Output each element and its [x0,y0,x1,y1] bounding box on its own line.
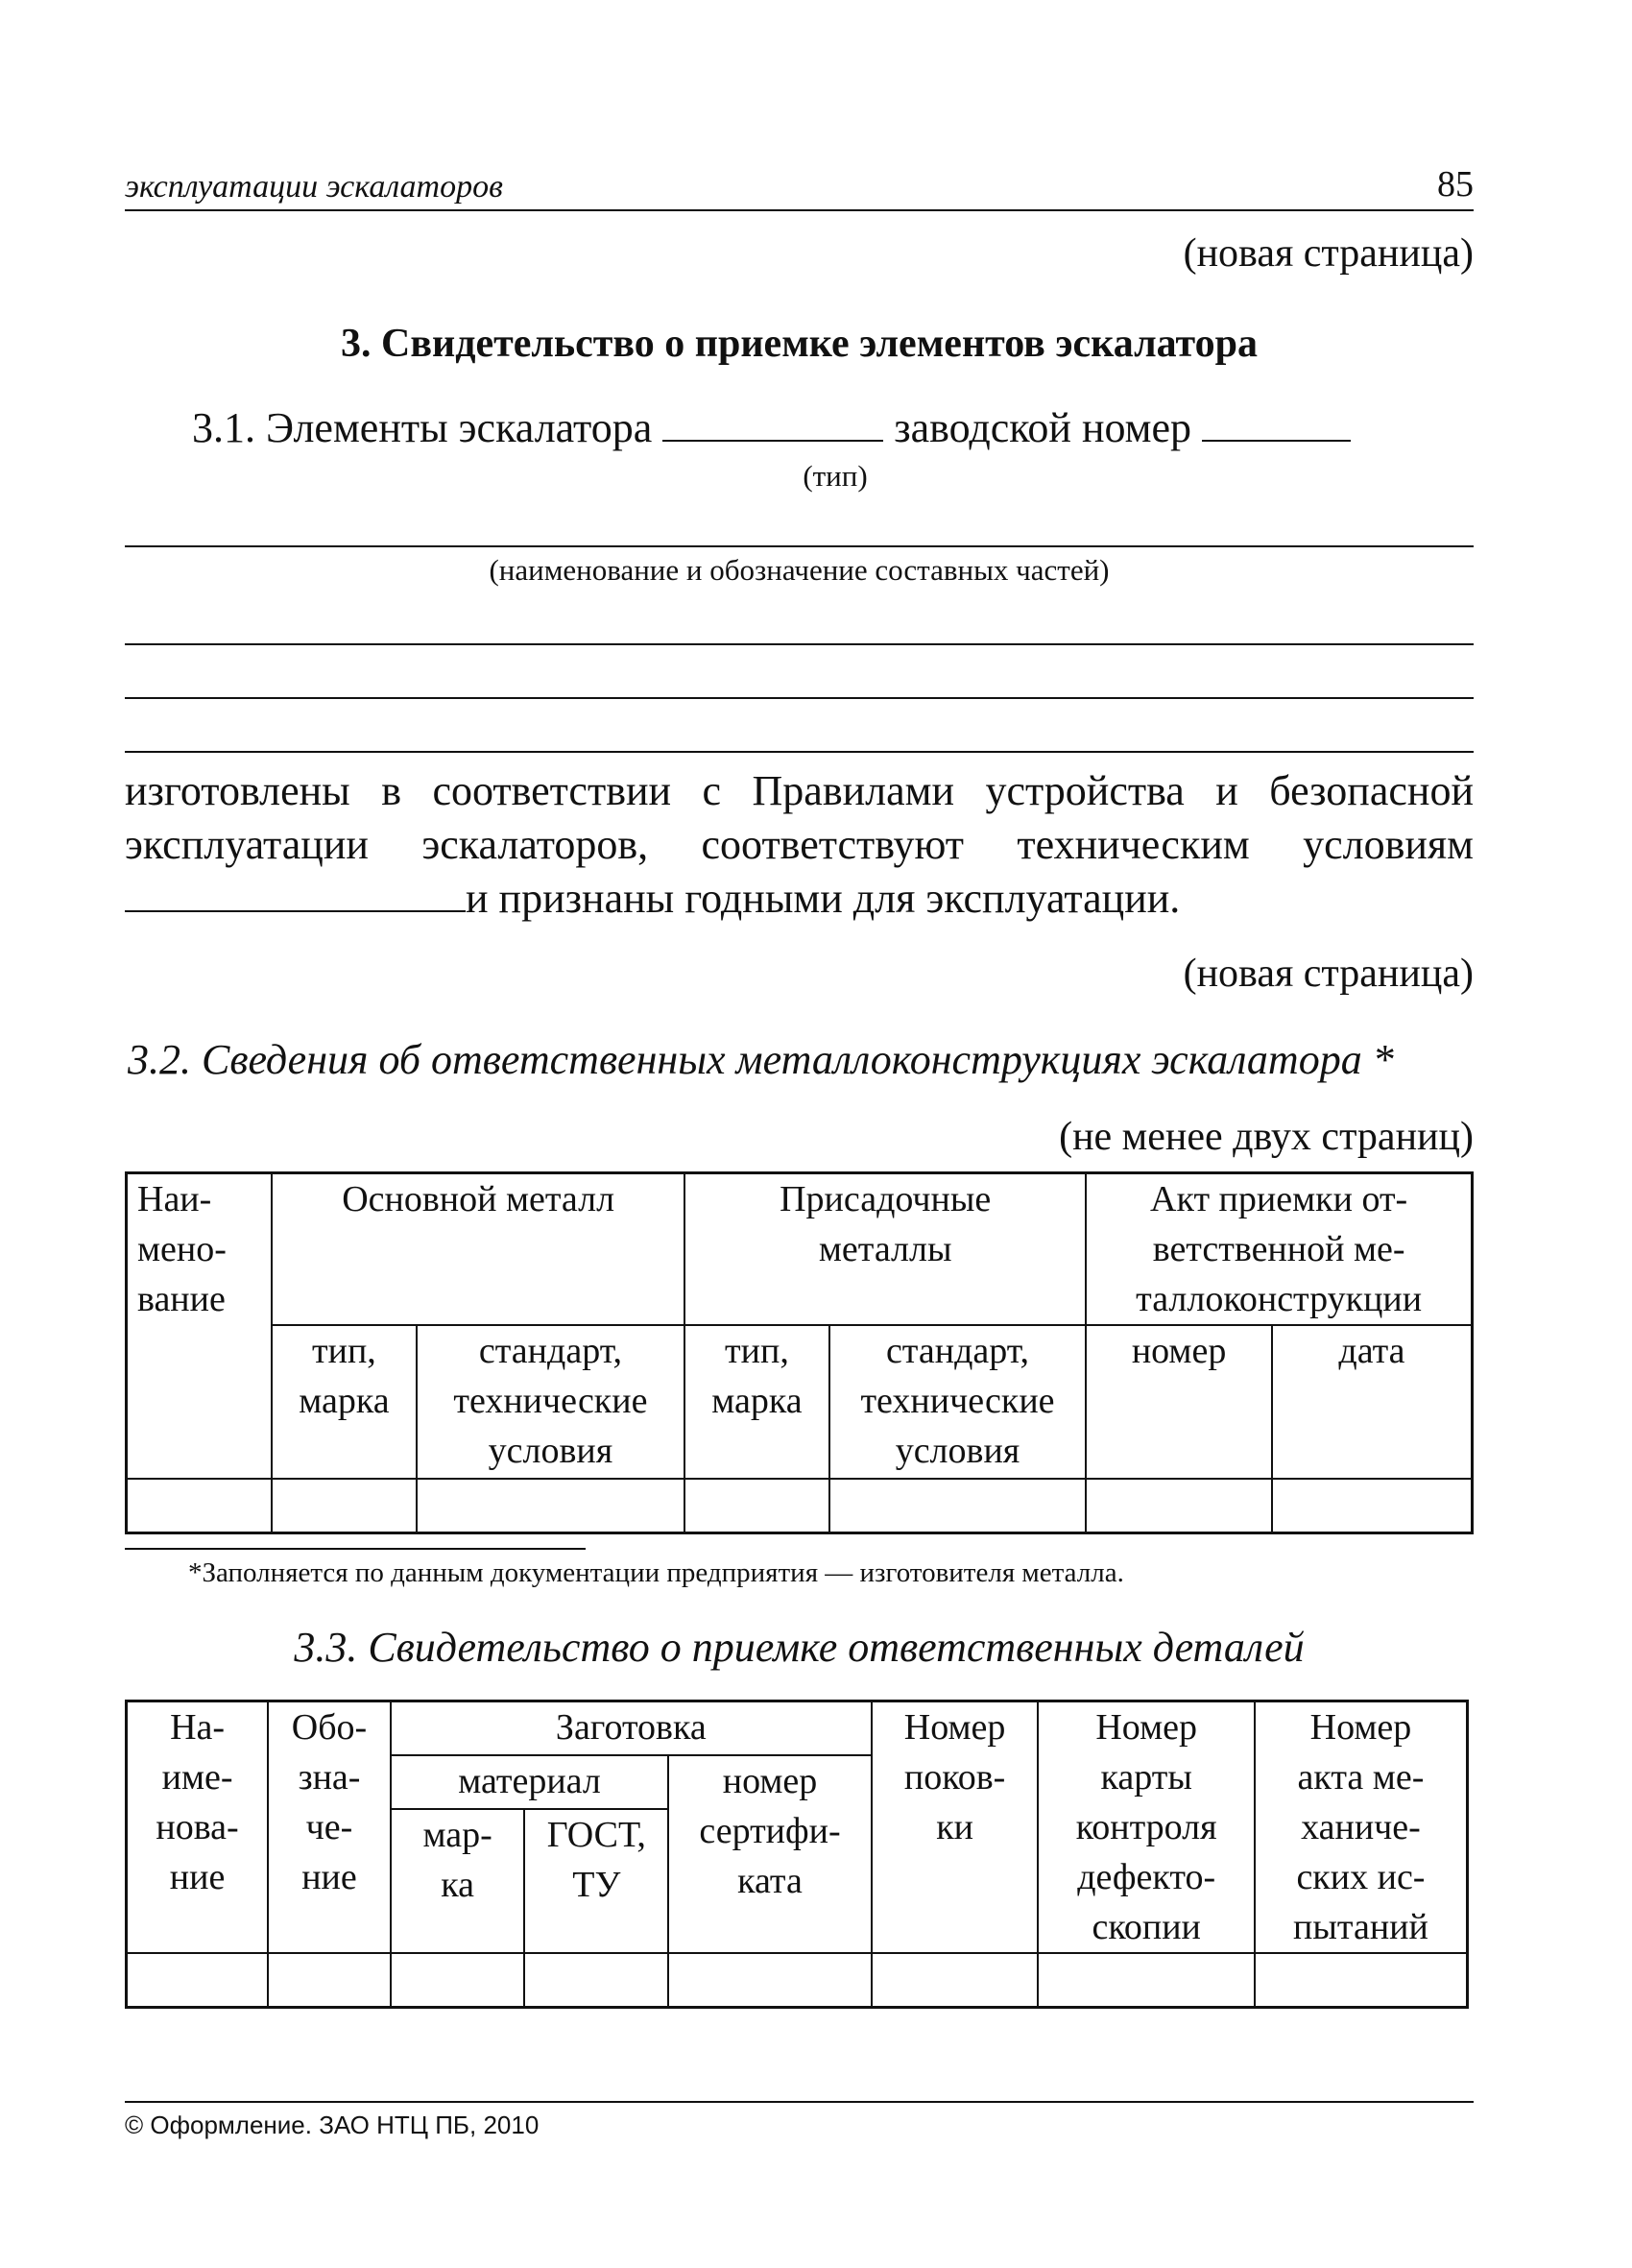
footnote: *Заполняется по данным документации предприятия — изготовителя металла. [188,1557,1124,1588]
tech-conditions-blank[interactable] [125,910,466,912]
empty-cell[interactable] [1255,1953,1468,2007]
empty-cell[interactable] [829,1479,1087,1532]
sub-filler-standard: стандарт, технические условия [829,1325,1087,1479]
empty-cell[interactable] [272,1479,417,1532]
line-3-1-start: 3.1. Элементы эскалатора [192,404,653,451]
sub-base-standard: стандарт, технические условия [417,1325,684,1479]
header-forging-number: Номер поков- ки [872,1701,1039,1954]
type-caption: (тип) [803,459,868,493]
table-row [127,1479,1473,1532]
header-name: На- име- нова- ние [127,1701,269,1954]
header-base-metal: Основной металл [272,1173,684,1326]
section-3-3-title: 3.3. Свидетельство о приемке ответственных деталей [294,1624,1305,1671]
footer-rule [125,2101,1474,2103]
paragraph-line-1: изготовлены в соответствии с Правилами устройства и безопасной [125,767,1474,814]
empty-cell[interactable] [127,1953,269,2007]
empty-cell[interactable] [524,1953,668,2007]
header-designation: Обо- зна- че- ние [268,1701,391,1954]
sub-certificate-number: номер сертифи- ката [668,1755,872,1954]
sub-act-number: номер [1086,1325,1272,1479]
section-3-title: 3. Свидетельство о приемке элементов эскалатора [340,322,1258,366]
sub-act-date: дата [1272,1325,1473,1479]
empty-cell[interactable] [127,1479,273,1532]
header-blank-workpiece: Заготовка [391,1701,872,1755]
sub-gost: ГОСТ, ТУ [524,1809,668,1953]
header-name: Наи- мено- вание [127,1173,273,1480]
empty-cell[interactable] [1272,1479,1473,1532]
serial-number-blank[interactable] [1202,440,1351,442]
parts-acceptance-table [125,1700,1469,2009]
running-title: эксплуатации эскалаторов [125,169,503,205]
table-row [127,1953,1468,2007]
empty-cell[interactable] [668,1953,872,2007]
new-page-label-1: (новая страница) [1183,231,1474,276]
sub-material: материал [391,1755,668,1810]
paragraph-line-3 [125,872,1180,926]
sub-base-type: тип, марка [272,1325,417,1479]
empty-cell[interactable] [684,1479,829,1532]
empty-cell[interactable] [268,1953,391,2007]
sub-grade: мар- ка [391,1809,525,1953]
blank-line-2[interactable] [125,643,1474,645]
line-3-1-mid: заводской номер [894,404,1192,451]
blank-line-4[interactable] [125,751,1474,753]
type-blank[interactable] [662,440,883,442]
metal-structures-table [125,1171,1474,1534]
parts-blank-line[interactable] [125,545,1474,547]
section-3-2-note: (не менее двух страниц) [1059,1115,1474,1159]
page-number: 85 [1437,164,1474,205]
blank-line-3[interactable] [125,697,1474,699]
running-header [125,161,1474,211]
line-3-1 [192,403,1351,452]
header-test-act-number: Номер акта ме- ханиче- ских ис- пытаний [1255,1701,1468,1954]
paragraph-line-3-text: и признаны годными для эксплуатации. [466,875,1181,922]
sub-filler-type: тип, марка [684,1325,829,1479]
paragraph-line-2: эксплуатации эскалаторов, соответствуют техническим условиям [125,821,1474,868]
footnote-rule [125,1548,586,1550]
header-acceptance-act: Акт приемки от- ветственной ме- таллоконструкции [1086,1173,1472,1326]
empty-cell[interactable] [417,1479,684,1532]
new-page-label-2: (новая страница) [1183,952,1474,996]
empty-cell[interactable] [1086,1479,1272,1532]
empty-cell[interactable] [391,1953,525,2007]
parts-caption: (наименование и обозначение составных частей) [489,553,1110,587]
section-3-2-title: 3.2. Сведения об ответственных металлоконструкциях эскалатора * [128,1036,1394,1083]
header-filler-metals: Присадочные металлы [684,1173,1086,1326]
empty-cell[interactable] [1038,1953,1255,2007]
header-flaw-card-number: Номер карты контроля дефекто- скопии [1038,1701,1255,1954]
copyright: © Оформление. ЗАО НТЦ ПБ, 2010 [125,2111,540,2139]
empty-cell[interactable] [872,1953,1039,2007]
